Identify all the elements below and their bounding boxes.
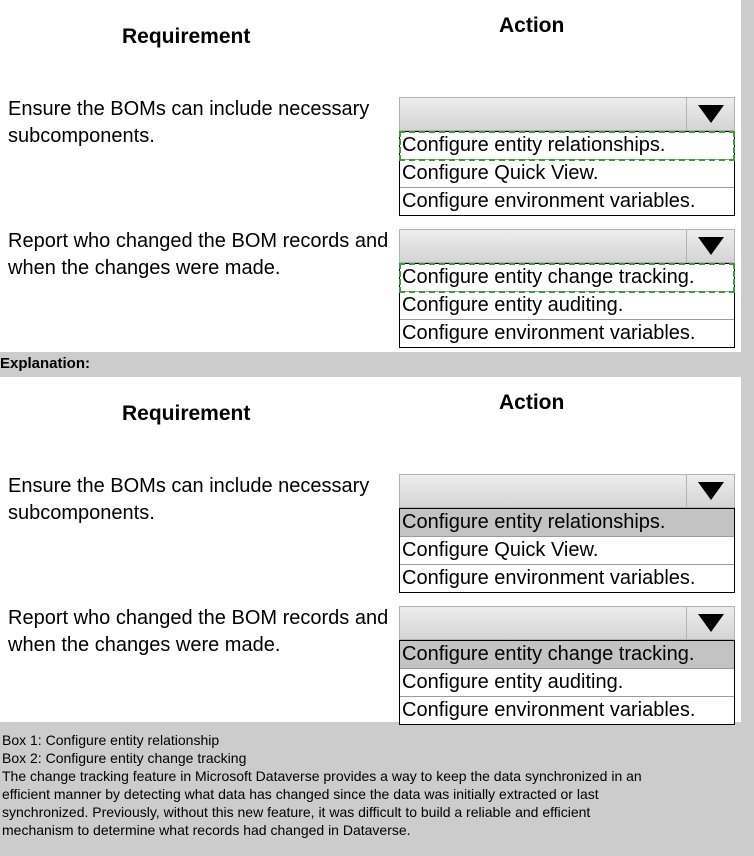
box1-answer: Box 1: Configure entity relationship: [2, 732, 220, 748]
action-dropdown-1[interactable]: [399, 97, 735, 216]
action-dropdown-2[interactable]: [399, 606, 735, 725]
dropdown-options: [399, 508, 735, 593]
dropdown-option[interactable]: Configure entity change tracking.: [400, 641, 734, 669]
requirement-header: Requirement: [122, 25, 251, 48]
question-panel: [0, 0, 741, 352]
dropdown-select-box[interactable]: [399, 474, 735, 508]
action-dropdown-2[interactable]: [399, 229, 735, 348]
dropdown-option[interactable]: Configure entity relationships.: [400, 132, 734, 160]
dropdown-option[interactable]: Configure Quick View.: [400, 160, 734, 188]
dropdown-options: [399, 263, 735, 348]
requirement-text-1: Ensure the BOMs can include necessary subcomponents.: [8, 98, 370, 147]
dropdown-option[interactable]: Configure environment variables.: [402, 699, 696, 721]
requirement-text-2: Report who changed the BOM records and when the changes were made.: [8, 230, 389, 279]
requirement-text-1: Ensure the BOMs can include necessary subcomponents.: [8, 475, 370, 524]
dropdown-arrow-icon[interactable]: [686, 475, 734, 507]
answer-panel: [0, 377, 741, 722]
dropdown-arrow-icon[interactable]: [686, 98, 734, 130]
explanation-body: The change tracking feature in Microsoft Dataverse provides a way to keep the data synchronized in an efficient manner by detecting what data has changed since the data was initially extracted or last synchronized. Previously, without this new feature, it was difficult to build a reliable and efficient mechanism to determine what records had changed in Dataverse.: [2, 768, 642, 838]
explanation-text: [2, 731, 652, 839]
dropdown-option[interactable]: Configure environment variables.: [402, 190, 696, 212]
dropdown-select-box[interactable]: [399, 606, 735, 640]
dropdown-option[interactable]: Configure entity change tracking.: [400, 264, 734, 292]
action-dropdown-1[interactable]: [399, 474, 735, 593]
action-header: Action: [499, 14, 565, 37]
dropdown-arrow-icon[interactable]: [686, 607, 734, 639]
dropdown-option[interactable]: Configure entity auditing.: [400, 292, 734, 320]
dropdown-option[interactable]: Configure environment variables.: [402, 567, 696, 589]
explanation-label: Explanation:: [0, 355, 91, 372]
dropdown-option[interactable]: Configure Quick View.: [400, 537, 734, 565]
dropdown-option[interactable]: Configure entity relationships.: [400, 509, 734, 537]
requirement-text-2: Report who changed the BOM records and when the changes were made.: [8, 607, 389, 656]
dropdown-arrow-icon[interactable]: [686, 230, 734, 262]
requirement-header: Requirement: [122, 402, 251, 425]
action-header: Action: [499, 391, 565, 414]
dropdown-option[interactable]: Configure environment variables.: [402, 322, 696, 344]
dropdown-options: [399, 640, 735, 725]
dropdown-select-box[interactable]: [399, 97, 735, 131]
dropdown-option[interactable]: Configure entity auditing.: [400, 669, 734, 697]
box2-answer: Box 2: Configure entity change tracking: [2, 750, 247, 766]
dropdown-select-box[interactable]: [399, 229, 735, 263]
dropdown-options: [399, 131, 735, 216]
